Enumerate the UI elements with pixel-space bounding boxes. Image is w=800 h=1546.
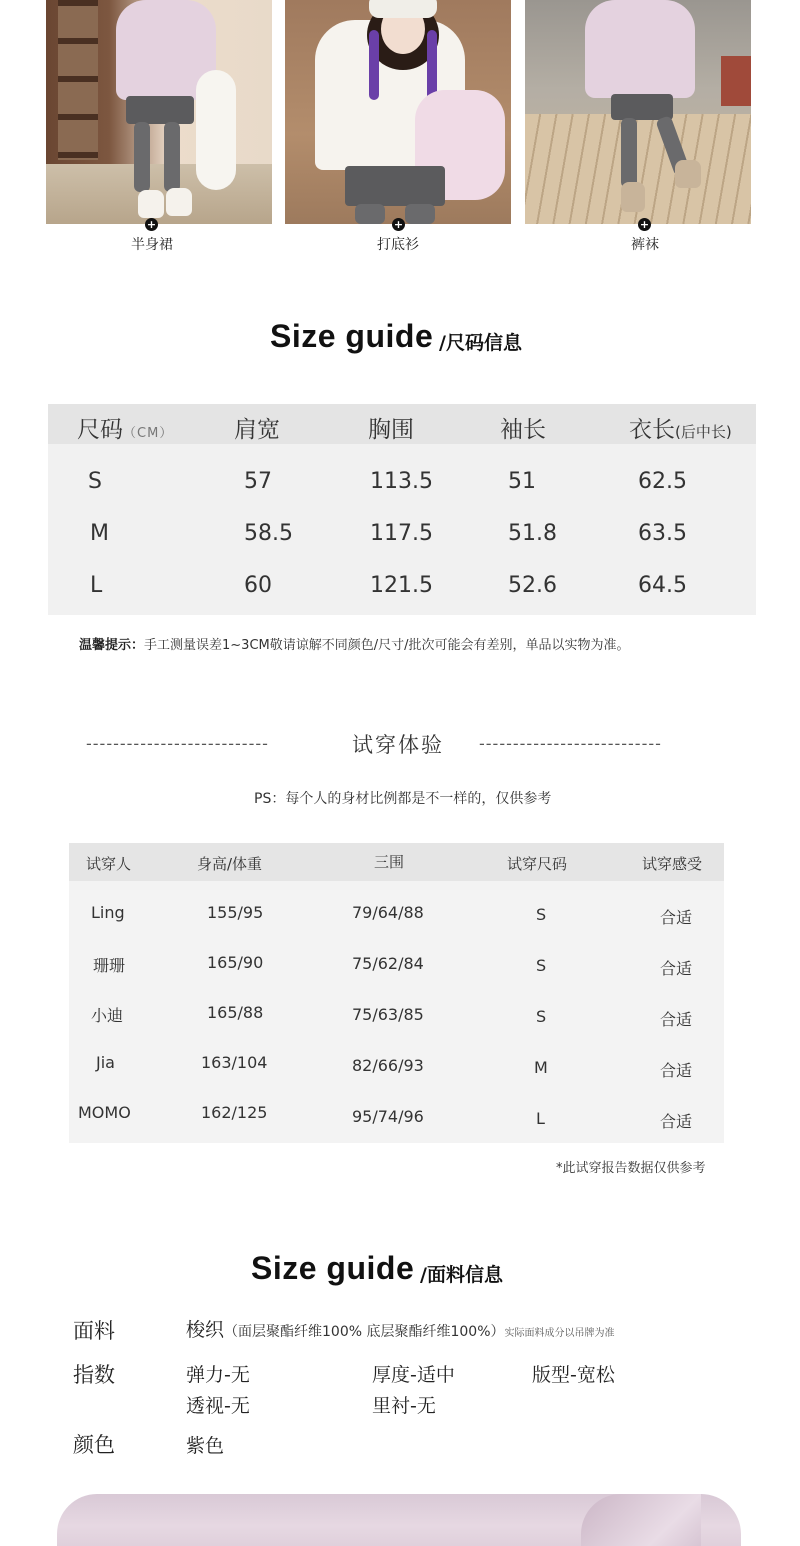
tip-text: 手工测量误差1~3CM敬请谅解不同颜色/尺寸/批次可能会有差别，单品以实物为准。	[144, 638, 630, 653]
size-guide-subtitle: /尺码信息	[439, 332, 522, 354]
header-person: 试穿人	[86, 855, 132, 873]
sleeve-cell: 51.8	[508, 521, 557, 546]
length-cell: 62.5	[638, 469, 687, 494]
measurements-cell: 79/64/88	[352, 903, 424, 922]
tip-label: 温馨提示：	[79, 638, 145, 653]
photo-tights-look	[525, 0, 751, 224]
header-size: 尺码（CM）	[77, 417, 174, 443]
height-weight-cell: 165/90	[207, 953, 264, 972]
feel-cell: 合适	[660, 1112, 693, 1131]
header-length-note: (后中长)	[675, 423, 732, 441]
material-detail: （面层聚酯纤维100% 底层聚酯纤维100%）	[224, 1324, 505, 1340]
measurements-cell: 75/62/84	[352, 954, 424, 973]
try-size-cell: S	[536, 905, 547, 924]
index-label: 指数	[73, 1363, 115, 1387]
person-cell: 珊珊	[93, 956, 126, 975]
lining-value: 里衬-无	[372, 1395, 436, 1417]
color-label: 颜色	[73, 1433, 115, 1457]
chest-cell: 121.5	[370, 573, 433, 598]
try-size-cell: M	[534, 1058, 548, 1077]
height-weight-cell: 165/88	[207, 1003, 264, 1022]
fit-value: 版型-宽松	[532, 1364, 615, 1386]
material-main: 梭织	[186, 1319, 225, 1341]
try-on-header	[69, 843, 724, 881]
shoulder-cell: 57	[244, 469, 272, 494]
height-weight-cell: 162/125	[201, 1103, 268, 1122]
size-cell: L	[90, 573, 103, 598]
measurements-cell: 75/63/85	[352, 1005, 424, 1024]
material-value	[186, 1315, 615, 1342]
material-note: 实际面料成分以吊牌为准	[504, 1328, 615, 1339]
size-cell: M	[90, 521, 109, 546]
height-weight-cell: 163/104	[201, 1053, 268, 1072]
header-chest: 胸围	[368, 417, 414, 443]
color-value: 紫色	[186, 1435, 225, 1457]
caption-tights: 裤袜	[631, 237, 659, 253]
transparency-value: 透视-无	[186, 1395, 250, 1417]
height-weight-cell: 155/95	[207, 903, 264, 922]
divider-left: ---------------------------	[86, 734, 269, 753]
header-try-size: 试穿尺码	[507, 855, 568, 873]
length-cell: 64.5	[638, 573, 687, 598]
chest-cell: 113.5	[370, 469, 433, 494]
measurements-cell: 82/66/93	[352, 1056, 424, 1075]
sleeve-cell: 52.6	[508, 573, 557, 598]
header-height-weight: 身高/体重	[197, 855, 263, 873]
divider-right: ---------------------------	[479, 734, 662, 753]
photo-base-layer-look	[285, 0, 511, 224]
try-size-cell: S	[536, 956, 547, 975]
shoulder-cell: 58.5	[244, 521, 293, 546]
thickness-value: 厚度-适中	[372, 1364, 455, 1386]
header-feel: 试穿感受	[642, 855, 703, 873]
feel-cell: 合适	[660, 959, 693, 978]
header-shoulder: 肩宽	[234, 417, 280, 443]
size-table-header	[48, 404, 756, 444]
measurements-cell: 95/74/96	[352, 1107, 424, 1126]
header-measurements: 三围	[374, 853, 405, 871]
plus-icon: +	[639, 218, 650, 231]
try-on-note: *此试穿报告数据仅供参考	[556, 1161, 706, 1176]
try-size-cell: S	[536, 1007, 547, 1026]
header-length: 衣长(后中长)	[629, 417, 732, 443]
shoulder-cell: 60	[244, 573, 272, 598]
header-unit: （CM）	[123, 426, 174, 441]
length-cell: 63.5	[638, 521, 687, 546]
material-label: 面料	[73, 1319, 115, 1343]
measurement-tip	[79, 634, 630, 653]
size-guide-title: Size guide	[270, 318, 434, 354]
fabric-swatch-image	[57, 1494, 741, 1546]
elasticity-value: 弹力-无	[186, 1364, 250, 1386]
feel-cell: 合适	[660, 1010, 693, 1029]
try-on-table	[69, 843, 724, 1143]
person-cell: 小迪	[91, 1006, 124, 1025]
feel-cell: 合适	[660, 908, 693, 927]
feel-cell: 合适	[660, 1061, 693, 1080]
caption-base-layer: 打底衫	[377, 237, 419, 253]
plus-icon: +	[393, 218, 404, 231]
plus-icon: +	[146, 218, 157, 231]
header-sleeve: 袖长	[500, 417, 546, 443]
person-cell: Jia	[96, 1053, 115, 1072]
try-on-disclaimer: PS：每个人的身材比例都是不一样的，仅供参考	[254, 791, 552, 807]
person-cell: Ling	[91, 903, 125, 922]
chest-cell: 117.5	[370, 521, 433, 546]
try-on-title: 试穿体验	[352, 733, 444, 757]
size-cell: S	[88, 469, 102, 494]
photo-skirt-look	[46, 0, 272, 224]
sleeve-cell: 51	[508, 469, 536, 494]
size-table	[48, 404, 756, 615]
person-cell: MOMO	[78, 1103, 131, 1122]
try-size-cell: L	[536, 1109, 545, 1128]
fabric-title: Size guide	[251, 1250, 415, 1286]
caption-skirt: 半身裙	[131, 237, 173, 253]
fabric-subtitle: /面料信息	[420, 1264, 503, 1286]
